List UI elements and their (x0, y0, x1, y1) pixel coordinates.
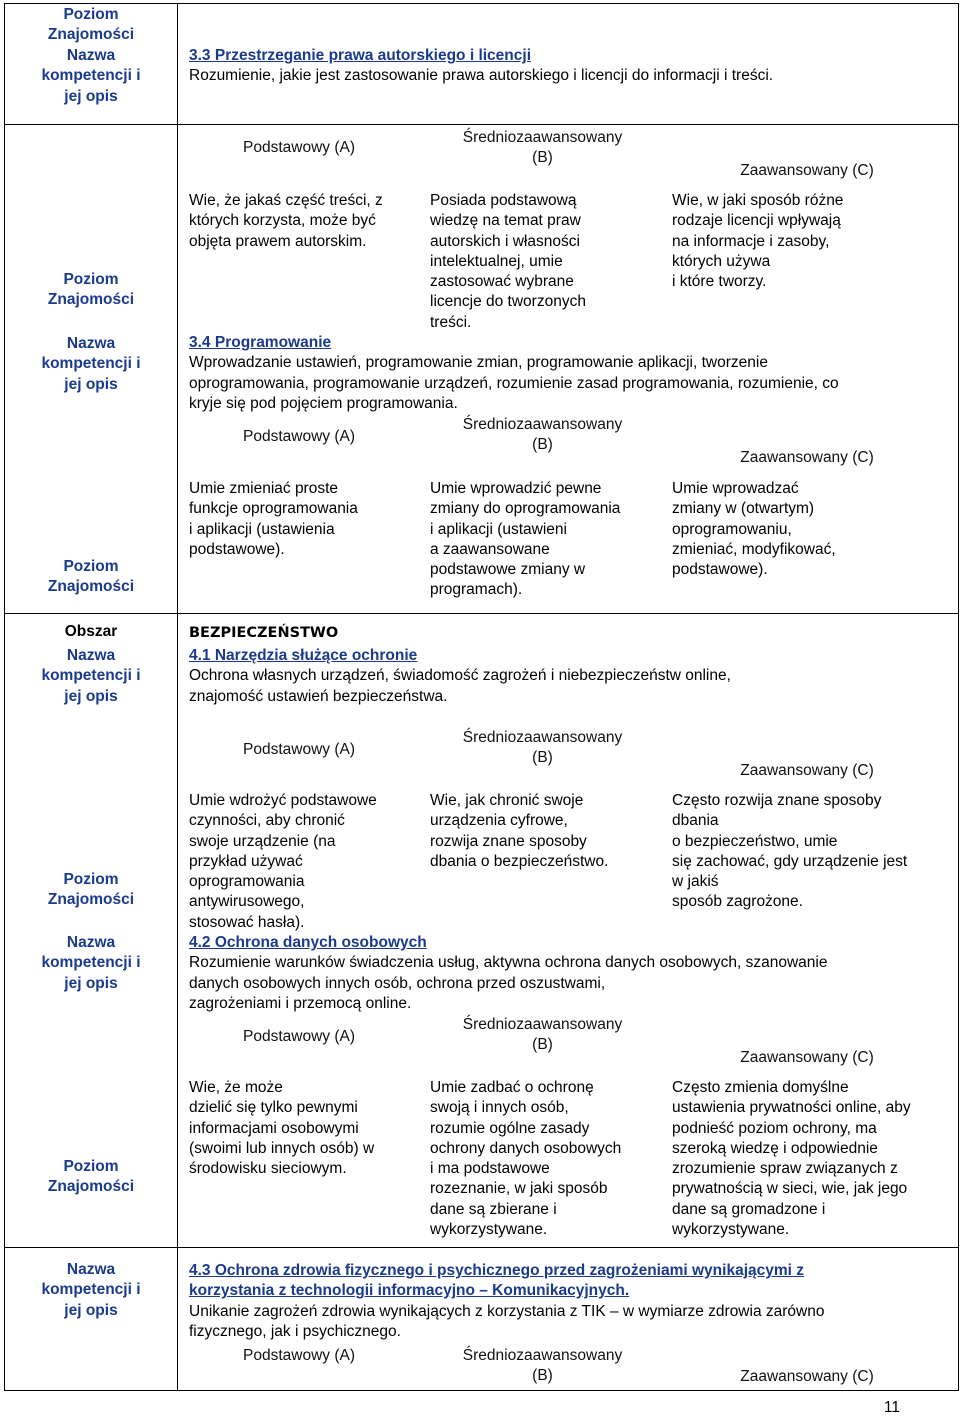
competence-title: 4.1 Narzędzia służące ochronie (189, 647, 418, 664)
level-c-text: Często rozwija znane sposoby dbania o bezpieczeństwo, umie się zachować, gdy urządzenie jest w jakiś sposób zagrożone. (672, 792, 908, 911)
competence-title: 4.3 Ochrona zdrowia fizycznego i psychicznego przed zagrożeniami wynikającymi z (189, 1262, 805, 1279)
competence-label: Nazwa kompetencji i jej opis (41, 47, 141, 105)
level-header-b: Średniozaawansowany (B) (462, 1347, 623, 1385)
competence-label: Nazwa kompetencji i jej opis (41, 647, 141, 705)
level-header-a: Podstawowy (A) (243, 139, 355, 156)
competence-label: Nazwa kompetencji i jej opis (41, 934, 141, 992)
competence-label: Nazwa kompetencji i jej opis (41, 1261, 141, 1319)
level-header-a: Podstawowy (A) (243, 428, 355, 445)
level-header-b: Średniozaawansowany (B) (462, 1016, 623, 1054)
level-header-c: Zaawansowany (C) (740, 449, 874, 466)
competence-title: 3.4 Programowanie (189, 334, 332, 351)
page-number: 11 (883, 1399, 900, 1416)
level-c-text: Umie wprowadzać zmiany w (otwartym) oprogramowaniu, zmieniać, modyfikować, podstawowe). (672, 480, 836, 579)
competence-title: 4.2 Ochrona danych osobowych (189, 934, 427, 951)
level-header-b: Średniozaawansowany (B) (462, 729, 623, 767)
competence-description: Rozumienie, jakie jest zastosowanie prawa autorskiego i licencji do informacji i treści. (189, 67, 774, 85)
level-c-text: Często zmienia domyślne ustawienia prywatności online, aby podnieść poziom ochrony, ma szeroką wiedzę i odpowiednie zrozumienie spraw związanych z prywatnością w sieci, wie, jak jego dane są gromadzone i wykorzystywane. (672, 1079, 911, 1239)
level-header-c: Zaawansowany (C) (740, 762, 874, 779)
level-header-a: Podstawowy (A) (243, 1028, 355, 1045)
level-b-text: Posiada podstawową wiedzę na temat praw autorskich i własności intelektualnej, umie zastosować wybrane licencje do tworzonych treści. (430, 192, 586, 331)
competence-4-3: 4.3 Ochrona zdrowia fizycznego i psychicznego przed zagrożeniami wynikającymi z korzystania z technologii informacyjno – Komunikacyjnych. Unikanie zagrożeń zdrowia wynikających z korzystania z TIK – w wymiarze zdrowia zarówno fizycznego, jak i psychicznego. (189, 1261, 954, 1342)
level-label: Poziom Znajomości (47, 271, 135, 309)
competence-title: korzystania z technologii informacyjno – Komunikacyjnych. (189, 1282, 630, 1300)
competence-label: Nazwa kompetencji i jej opis (41, 335, 141, 393)
level-label: Poziom Znajomości (47, 6, 135, 44)
level-header-a: Podstawowy (A) (243, 1347, 355, 1364)
area-name: BEZPIECZEŃSTWO (189, 625, 339, 641)
level-b-text: Umie wprowadzić pewne zmiany do oprogramowania i aplikacji (ustawieni a zaawansowane podstawowe zmiany w programach). (430, 480, 621, 599)
level-b-text: Wie, jak chronić swoje urządzenia cyfrowe, rozwija znane sposoby dbania o bezpieczeństwo. (430, 792, 609, 870)
level-a-text: Wie, że może dzielić się tylko pewnymi informacjami osobowymi (swoimi lub innych osób) w środowisku sieciowym. (189, 1079, 375, 1178)
competence-title: 3.3 Przestrzeganie prawa autorskiego i licencji (189, 47, 531, 64)
level-header-b: Średniozaawansowany (B) (462, 129, 623, 167)
level-header-a: Podstawowy (A) (243, 741, 355, 758)
level-label: Poziom Znajomości (47, 871, 135, 909)
competence-3-4: 3.4 Programowanie Wprowadzanie ustawień, programowanie zmian, programowanie aplikacji, tworzenie oprogramowania, programowanie urządzeń, rozumienie zasad programowania, rozumienie, co kryje się pod pojęciem programowania. (189, 333, 954, 414)
level-label: Poziom Znajomości (47, 1158, 135, 1196)
area-label: Obszar (64, 623, 118, 640)
level-a-text: Umie zmieniać proste funkcje oprogramowania i aplikacji (ustawienia podstawowe). (189, 480, 358, 558)
level-c-text: Wie, w jaki sposób różne rodzaje licencji wpływają na informacje i zasoby, których używa i które tworzy. (672, 192, 844, 291)
competence-4-1: 4.1 Narzędzia służące ochronie Ochrona własnych urządzeń, świadomość zagrożeń i niebezpieczeństw online, znajomość ustawień bezpieczeństwa. (189, 646, 954, 707)
level-header-b: Średniozaawansowany (B) (462, 416, 623, 454)
level-header-c: Zaawansowany (C) (740, 1368, 874, 1385)
level-a-text: Umie wdrożyć podstawowe czynności, aby chronić swoje urządzenie (na przykład używać oprogramowania antywirusowego, stosować hasła). (189, 792, 377, 931)
competence-3-3 (189, 46, 949, 87)
competence-4-2: 4.2 Ochrona danych osobowych Rozumienie warunków świadczenia usług, aktywna ochrona danych osobowych, szanowanie danych osobowych innych osób, ochrona przed oszustwami, zagrożeniami i przemocą online. (189, 933, 954, 1014)
level-header-c: Zaawansowany (C) (740, 162, 874, 179)
level-b-text: Umie zadbać o ochronę swoją i innych osób, rozumie ogólne zasady ochrony danych osobowych i ma podstawowe rozeznanie, w jaki sposób dane są zbierane i wykorzystywane. (430, 1079, 622, 1239)
level-label: Poziom Znajomości (47, 558, 135, 596)
level-a-text: Wie, że jakaś część treści, z których korzysta, może być objęta prawem autorskim. (189, 192, 383, 250)
level-header-c: Zaawansowany (C) (740, 1049, 874, 1066)
